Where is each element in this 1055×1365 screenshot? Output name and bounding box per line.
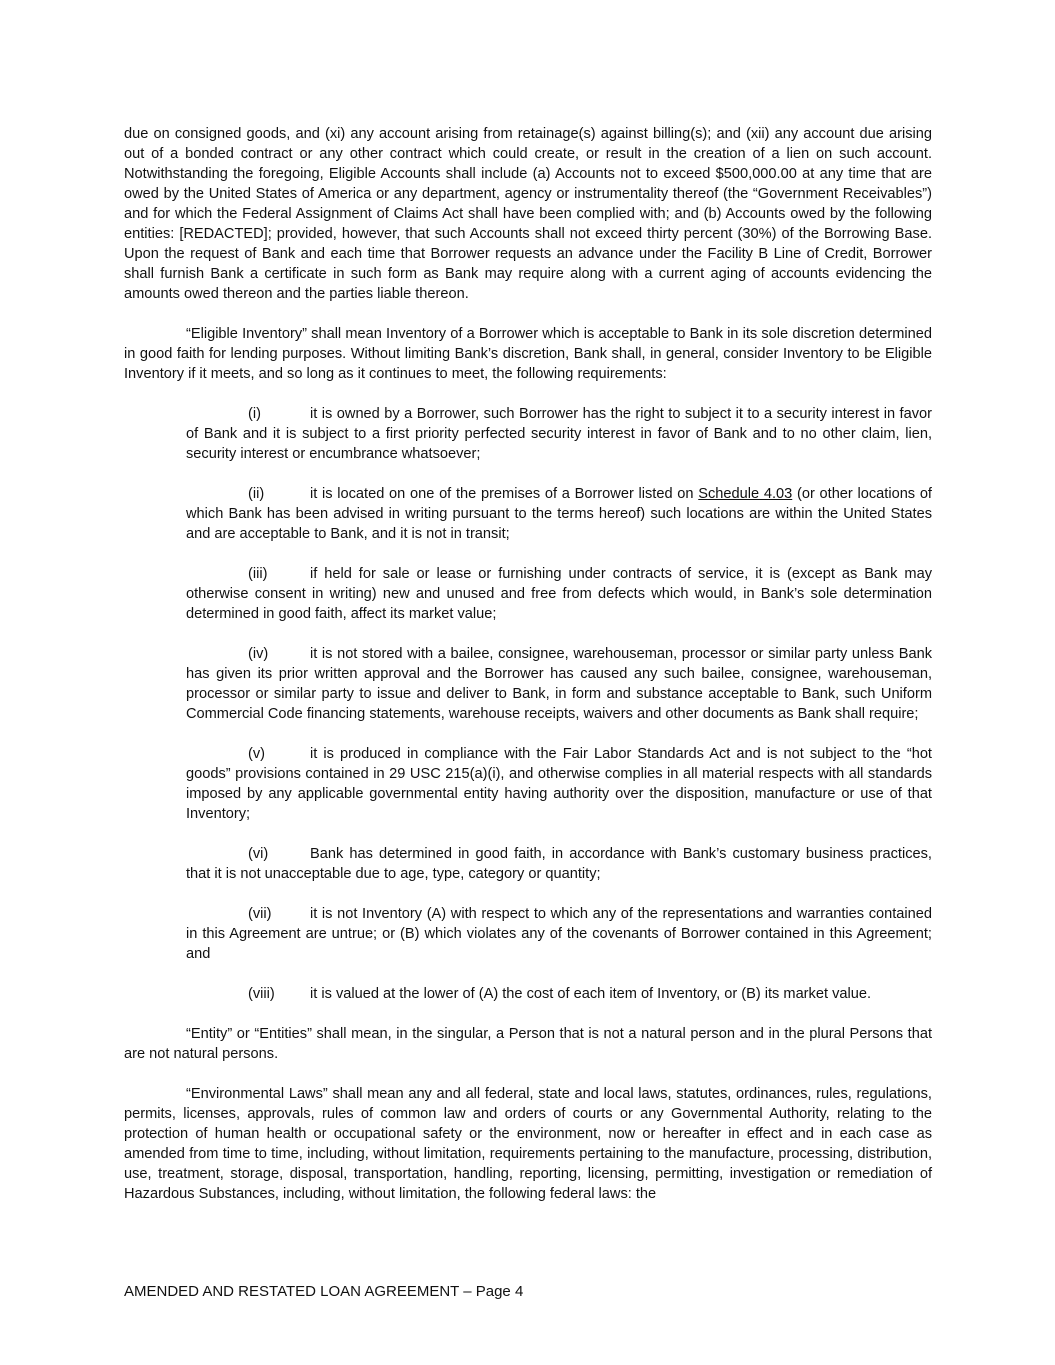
list-item (186, 904, 932, 964)
item-number: (i) (248, 406, 261, 422)
schedule-reference: Schedule 4.03 (698, 486, 793, 502)
paragraph-entity: “Entity” or “Entities” shall mean, in the singular, a Person that is not a natural person and in the plural Persons that are not natural persons. (124, 1026, 932, 1062)
list-item (186, 484, 932, 544)
item-number: (vii) (248, 906, 272, 922)
item-number: (iv) (248, 646, 269, 662)
item-text: it is not Inventory (A) with respect to which any of the representations and warranties contained in this Agreement are untrue; or (B) which violates any of the covenants of Borrower contained in this Agreement; and (186, 906, 932, 962)
item-number: (viii) (248, 986, 275, 1002)
paragraph-eligible-inventory: “Eligible Inventory” shall mean Inventory of a Borrower which is acceptable to Bank in its sole discretion determined in good faith for lending purposes. Without limiting Bank’s discretion, Bank shall, in general, consider Inventory to be Eligible Inventory if it meets, and so long as it continues to meet, the following requirements: (124, 326, 932, 382)
paragraph-eligible-accounts-continued: due on consigned goods, and (xi) any account arising from retainage(s) against billing(s); and (xii) any account due arising out of a bonded contract or any other contract which could create, or result in the creation of a lien on such account. Notwithstanding the foregoing, Eligible Accounts shall include (a) Accounts not to exceed $500,000.00 at any time that are owed by the United States of America or any department, agency or instrumentality thereof (the “Government Receivables”) and for which the Federal Assignment of Claims Act shall have been complied with; and (b) Accounts owed by the following entities: [REDACTED]; provided, however, that such Accounts shall not exceed thirty percent (30%) of the Borrowing Base. Upon the request of Bank and each time that Borrower requests an advance under the Facility B Line of Credit, Borrower shall furnish Bank a certificate in such form as Bank may require along with a current aging of accounts evidencing the amounts owed thereon and the parties liable thereon. (124, 126, 932, 302)
item-number: (iii) (248, 566, 268, 582)
item-text: it is owned by a Borrower, such Borrower has the right to subject it to a security interest in favor of Bank and it is subject to a first priority perfected security interest in favor of Bank and to no other claim, lien, security interest or encumbrance whatsoever; (186, 406, 932, 462)
list-item (186, 564, 932, 624)
list-item (186, 984, 932, 1004)
item-text: it is produced in compliance with the Fair Labor Standards Act and is not subject to the “hot goods” provisions contained in 29 USC 215(a)(i), and otherwise complies in all material respects with all standards imposed by any applicable governmental entity having authority over the disposition, manufacture or use of that Inventory; (186, 746, 932, 822)
paragraph-environmental-laws: “Environmental Laws” shall mean any and all federal, state and local laws, statutes, ordinances, rules, regulations, permits, licenses, approvals, rules of common law and orders of courts or any Governmental Authority, relating to the protection of human health or occupational safety or the environment, now or hereafter in effect and in each case as amended from time to time, including, without limitation, requirements pertaining to the manufacture, processing, distribution, use, treatment, storage, disposal, transportation, handling, reporting, licensing, permitting, investigation or remediation of Hazardous Substances, including, without limitation, the following federal laws: the (124, 1086, 932, 1202)
item-number: (v) (248, 746, 266, 762)
item-text: it is valued at the lower of (A) the cost of each item of Inventory, or (B) its market value. (310, 986, 872, 1002)
list-item (186, 644, 932, 724)
item-text: (or other locations of which Bank has been advised in writing pursuant to the terms hereof) such locations are within the United States and are acceptable to Bank, and it is not in transit; (186, 486, 932, 542)
page-footer: AMENDED AND RESTATED LOAN AGREEMENT – Page 4 (124, 1283, 524, 1300)
item-number: (ii) (248, 486, 265, 502)
list-item (186, 404, 932, 464)
item-text: it is located on one of the premises of a Borrower listed on (310, 486, 699, 502)
list-item (186, 844, 932, 884)
item-text: Bank has determined in good faith, in accordance with Bank’s customary business practices, that it is not unacceptable due to age, type, category or quantity; (186, 846, 932, 882)
document-body (124, 124, 932, 1224)
item-text: if held for sale or lease or furnishing under contracts of service, it is (except as Bank may otherwise consent in writing) new and unused and free from defects which would, in Bank’s sole determination determined in good faith, affect its market value; (186, 566, 932, 622)
item-text: it is not stored with a bailee, consignee, warehouseman, processor or similar party unless Bank has given its prior written approval and the Borrower has caused any such bailee, consignee, warehouseman, processor or similar party to issue and deliver to Bank, in form and substance acceptable to Bank, such Uniform Commercial Code financing statements, warehouse receipts, waivers and other documents as Bank shall require; (186, 646, 932, 722)
list-item (186, 744, 932, 824)
item-number: (vi) (248, 846, 269, 862)
